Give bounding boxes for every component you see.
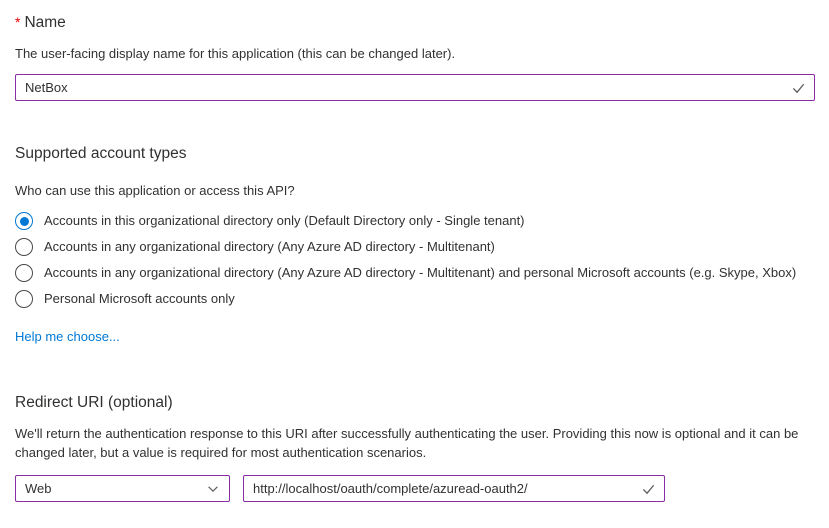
name-description: The user-facing display name for this application (this can be changed later).: [15, 46, 456, 61]
help-me-choose-link[interactable]: Help me choose...: [15, 329, 120, 344]
name-input[interactable]: [15, 74, 815, 101]
radio-option-multitenant[interactable]: [15, 234, 815, 260]
radio-option-single-tenant[interactable]: [15, 208, 815, 234]
radio-selected-icon[interactable]: [15, 212, 33, 230]
account-types-question: Who can use this application or access this API?: [15, 183, 295, 198]
name-title-text: Name: [24, 14, 66, 31]
account-types-section-title: Supported account types: [15, 145, 187, 162]
redirect-uri-input[interactable]: [243, 475, 665, 502]
radio-option-multitenant-personal[interactable]: [15, 260, 815, 286]
chevron-down-icon: [206, 482, 220, 496]
radio-unselected-icon[interactable]: [15, 238, 33, 256]
app-registration-form: [0, 12, 829, 528]
radio-unselected-icon[interactable]: [15, 264, 33, 282]
platform-select-value: Web: [25, 481, 52, 496]
required-marker: *: [15, 14, 21, 30]
redirect-uri-description: We'll return the authentication response to this URI after successfully authenticating the user. Providing this now is optional and it can be changed later, but a value is required for most authentication scenarios.: [15, 426, 799, 460]
radio-option-label: Accounts in any organizational directory (Any Azure AD directory - Multitenant) and personal Microsoft accounts (e.g. Skype, Xbox): [44, 265, 797, 280]
radio-option-label: Personal Microsoft accounts only: [44, 291, 235, 306]
redirect-uri-section-title: Redirect URI (optional): [15, 394, 173, 411]
platform-select[interactable]: [15, 475, 230, 502]
account-type-radio-group: [15, 208, 815, 312]
radio-option-personal-only[interactable]: [15, 286, 815, 312]
name-section-title: [15, 12, 815, 33]
redirect-uri-row: [15, 475, 815, 502]
radio-unselected-icon[interactable]: [15, 290, 33, 308]
radio-option-label: Accounts in any organizational directory (Any Azure AD directory - Multitenant): [44, 239, 495, 254]
radio-option-label: Accounts in this organizational directory only (Default Directory only - Single tenant): [44, 213, 525, 228]
